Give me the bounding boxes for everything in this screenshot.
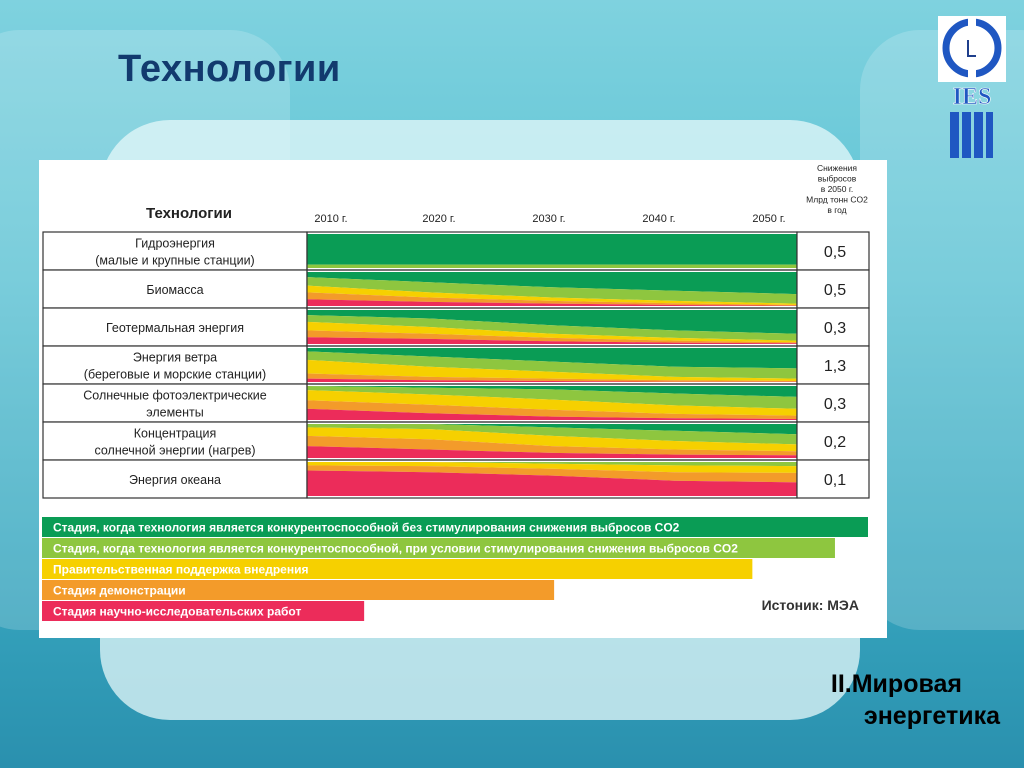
row-label: Биомасса <box>146 283 204 297</box>
row-value: 1,3 <box>823 358 847 375</box>
legend-label: Стадия, когда технология является конкурентоспособной, при условии стимулирования снижения выбросов CO2 <box>53 541 738 556</box>
value-header-line: выбросов <box>817 173 857 184</box>
value-header-line: Снижения <box>816 163 858 173</box>
legend-label: Стадия демонстрации <box>53 583 186 598</box>
legend-label: Правительственная поддержка внедрения <box>53 562 309 577</box>
x-tick-label: 2030 г. <box>532 213 566 225</box>
x-tick-label: 2050 г. <box>752 213 786 225</box>
row-label: солнечной энергии (нагрев) <box>94 443 256 458</box>
row-label: Концентрация <box>133 426 217 441</box>
stage-band <box>307 234 797 265</box>
row-value: 0,5 <box>823 282 847 299</box>
ies-logo <box>938 16 1006 161</box>
row-label: элементы <box>146 405 204 420</box>
logo-text: IES <box>952 84 992 110</box>
row-label: Солнечные фотоэлектрические <box>83 388 267 403</box>
row-value: 0,1 <box>823 472 847 489</box>
value-header-line: в 2050 г. <box>820 184 854 194</box>
x-tick-label: 2010 г. <box>314 213 348 225</box>
x-tick-label: 2040 г. <box>642 213 676 225</box>
row-label: Геотермальная энергия <box>106 321 244 335</box>
row-label: Гидроэнергия <box>135 236 215 251</box>
technology-chart <box>39 160 887 638</box>
row-label: (малые и крупные станции) <box>95 253 255 268</box>
legend-label: Стадия, когда технология является конкурентоспособной без стимулирования снижения выбросов CO2 <box>53 520 680 535</box>
source-note: Истоник: МЭА <box>761 597 859 613</box>
row-label: Энергия океана <box>129 473 221 487</box>
row-value: 0,5 <box>823 244 847 261</box>
slide-title: Технологии <box>118 48 341 90</box>
section-footer <box>820 668 1000 732</box>
x-tick-label: 2020 г. <box>422 213 456 225</box>
legend-label: Стадия научно-исследовательских работ <box>53 604 302 619</box>
chart-svg <box>39 160 887 638</box>
stage-band <box>307 265 797 268</box>
footer-line-2: энергетика <box>863 702 1000 730</box>
row-label: (береговые и морские станции) <box>83 367 267 382</box>
row-value: 0,3 <box>823 396 847 413</box>
value-header-line: Млрд тонн CO2 <box>806 194 868 205</box>
column-header: Технологии <box>146 205 232 222</box>
value-header-line: в год <box>827 205 847 215</box>
footer-line-1: II.Мировая <box>830 670 962 698</box>
row-value: 0,2 <box>823 434 847 451</box>
row-value: 0,3 <box>823 320 847 337</box>
row-label: Энергия ветра <box>132 350 218 365</box>
